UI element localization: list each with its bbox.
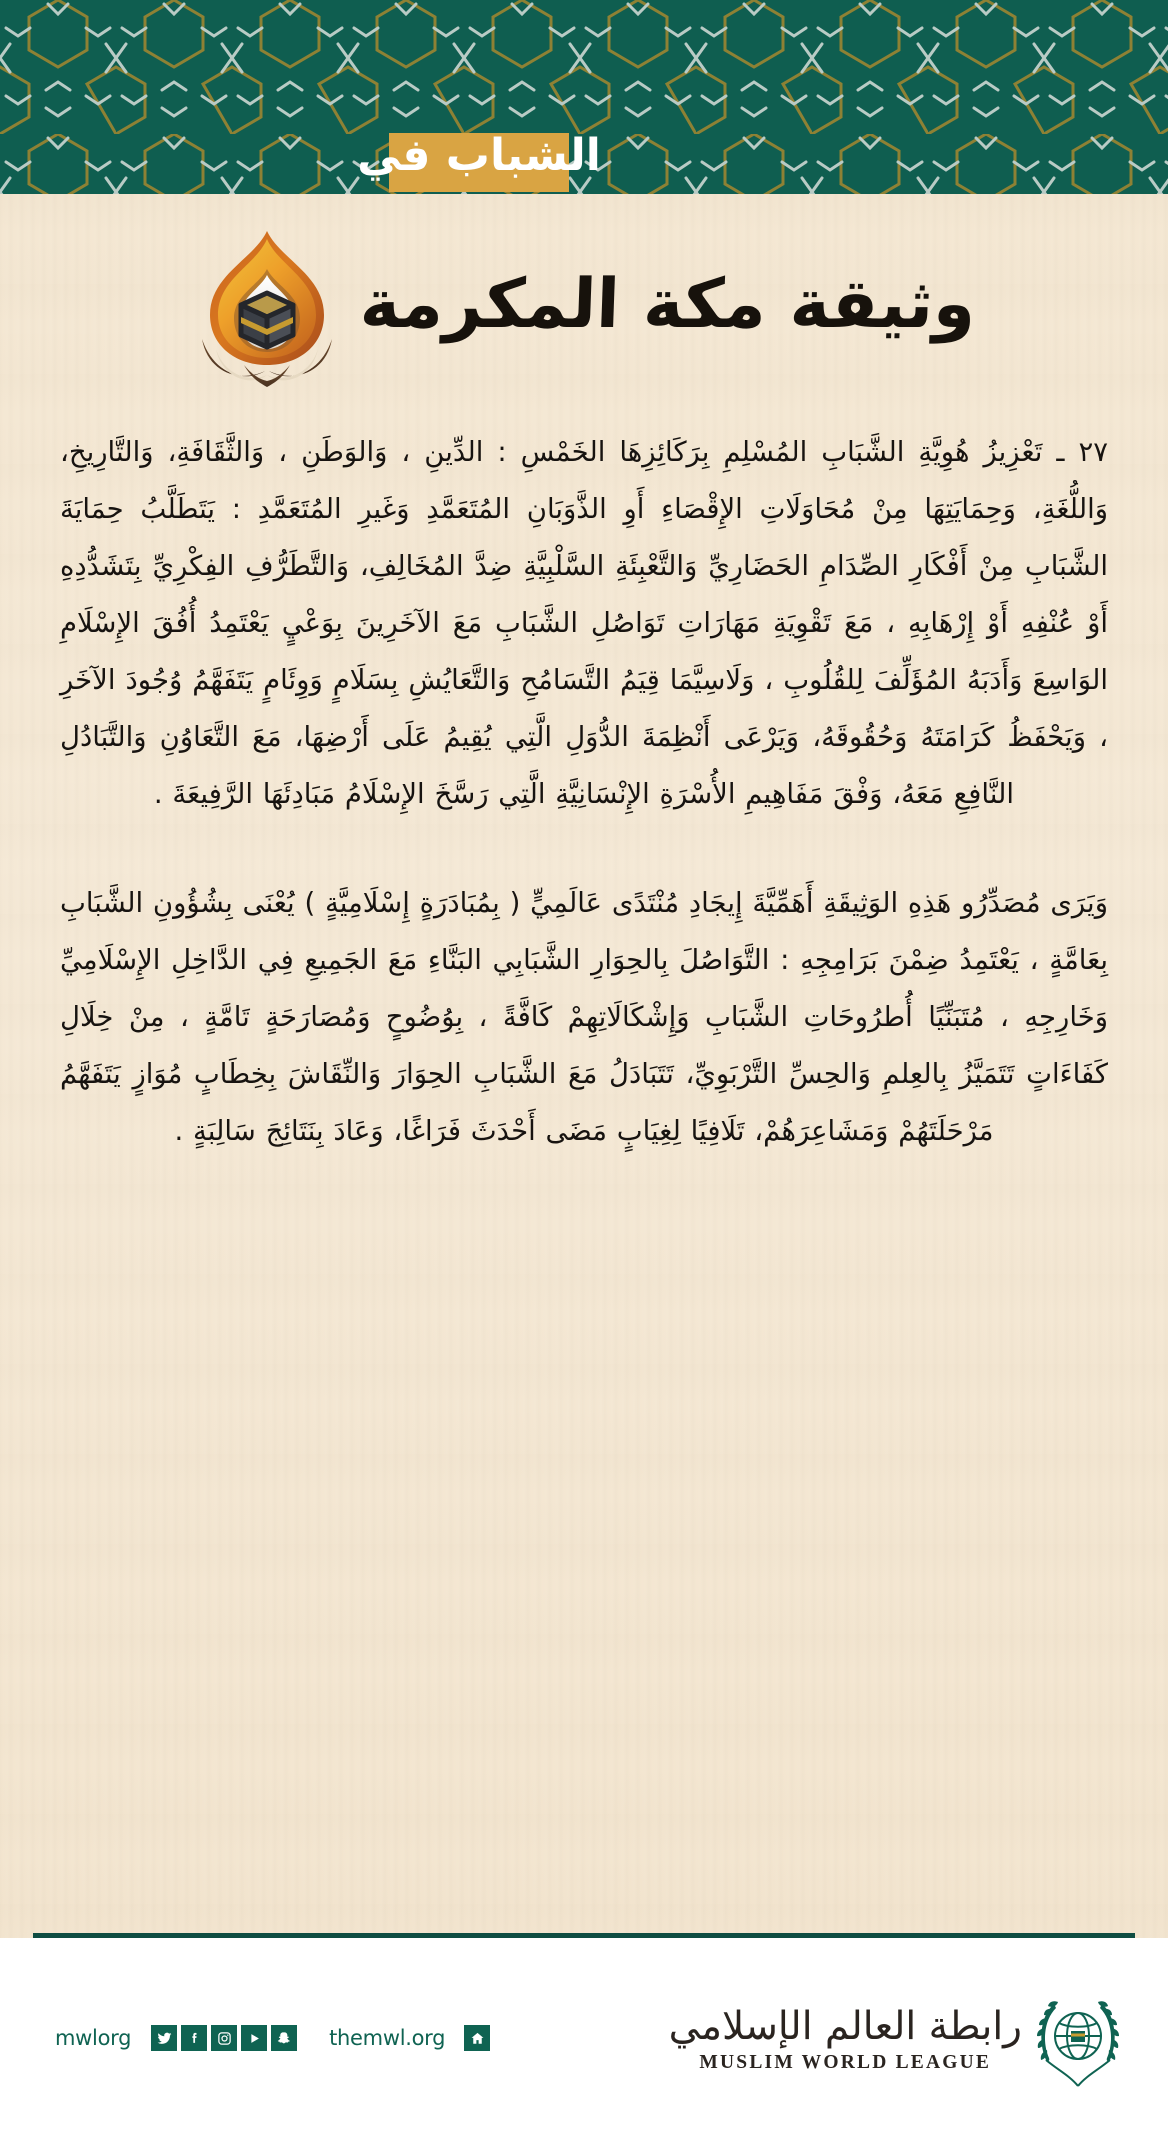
document-title-row [0, 210, 1168, 400]
youtube-icon[interactable] [241, 2025, 267, 2051]
makkah-dome-kaaba-emblem [192, 223, 342, 388]
website-label: themwl.org [329, 2026, 446, 2050]
kaaba-cube-icon [241, 293, 293, 347]
instagram-icon[interactable] [211, 2025, 237, 2051]
mwl-arabic-name: رابطة العالم الإسلامي [668, 2003, 1022, 2049]
social-icons [151, 2025, 297, 2051]
mwl-latin-name: MUSLIM WORLD LEAGUE [699, 2052, 992, 2074]
mwl-brand-lockup [669, 1990, 1120, 2090]
paragraph-27: ٢٧ ـ تَعْزِيزُ هُوِيَّةِ الشَّبَابِ المُسْلِمِ بِرَكَائِزِهَا الخَمْسِ : الدِّينِ ، وَالوَطَنِ ، وَالثَّقَافَةِ، وَالتَّارِيخِ، وَاللُّغَةِ، وَحِمَايَتِهَا مِنْ مُحَاوَلَاتِ الإِقْصَاءِ أَوِ الذَّوَبَانِ المُتَعَمَّدِ وَغَيرِ المُتَعَمَّدِ : يَتَطَلَّبُ حِمَايَةَ الشَّبَابِ مِنْ أَفْكَارِ الصِّدَامِ الحَضَارِيِّ وَالتَّعْبِئَةِ السَّلْبِيَّةِ ضِدَّ المُخَالِفِ، وَالتَّطَرُّفِ الفِكْرِيِّ بِتَشَدُّدِهِ أَوْ عُنْفِهِ أَوْ إِرْهَابِهِ ، مَعَ تَقْوِيَةِ مَهَارَاتِ تَوَاصُلِ الشَّبَابِ مَعَ الآخَرِينَ بِوَعْيٍ يَعْتَمِدُ أُفُقَ الإِسْلَامِ الوَاسِعَ وَأَدَبَهُ المُؤَلِّفَ لِلقُلُوبِ ، وَلَاسِيَّمَا قِيَمُ التَّسَامُحِ وَالتَّعَايُشِ بِسَلَامٍ وَوِئَامٍ يَتَفَهَّمُ وُجُودَ الآخَرِ ، وَيَحْفَظُ كَرَامَتَهُ وَحُقُوقَهُ، وَيَرْعَى أَنْظِمَةَ الدُّوَلِ الَّتِي يُقِيمُ عَلَى أَرْضِهَا، مَعَ التَّعَاوُنِ وَالتَّبَادُلِ النَّافِعِ مَعَهُ، وَفْقَ مَفَاهِيمِ الأُسْرَةِ الإِنْسَانِيَّةِ الَّتِي رَسَّخَ الإِسْلَامُ مَبَادِئَهَا الرَّفِيعَةَ . [60, 436, 1108, 810]
mwl-globe-laurel-logo [1036, 1990, 1120, 2090]
document-body [60, 424, 1108, 1160]
twitter-icon[interactable] [151, 2025, 177, 2051]
title-banner-label: الشباب في [357, 130, 601, 181]
paragraph-forum: وَيَرَى مُصَدِّرُو هَذِهِ الوَثِيقَةِ أَهَمِّيَّةَ إِيجَادِ مُنْتَدًى عَالَمِيٍّ ( بِمُبَادَرَةٍ إِسْلَامِيَّةٍ ) يُعْنَى بِشُؤُونِ الشَّبَابِ بِعَامَّةٍ ، يَعْتَمِدُ ضِمْنَ بَرَامِجِهِ : التَّوَاصُلَ بِالحِوَارِ الشَّبَابِي البَنَّاءِ مَعَ الجَمِيعِ فِي الدَّاخِلِ الإِسْلَامِيِّ وَخَارِجِهِ ، مُتَبَنِّيًا أُطرُوحَاتِ الشَّبَابِ وَإِشْكَالَاتِهِمْ كَافَّةً ، بِوُضُوحٍ وَمُصَارَحَةٍ تَامَّةٍ ، مِنْ خِلَالِ كَفَاءَاتٍ تَتَمَيَّزُ بِالعِلمِ وَالحِسِّ التَّرْبَوِيِّ، تَتَبَادَلُ مَعَ الشَّبَابِ الحِوَارَ وَالنِّقَاشَ بِخِطَابٍ مُوَازٍ يَتَفَهَّمُ مَرْحَلَتَهُمْ وَمَشَاعِرَهُمْ، تَلَافِيًا لِغِيَابٍ مَضَى أَحْدَثَ فَرَاغًا، وَعَادَ بِنَتَائِجَ سَالِبَةٍ . [60, 887, 1108, 1147]
facebook-icon[interactable] [181, 2025, 207, 2051]
snapchat-icon[interactable] [271, 2025, 297, 2051]
title-banner [357, 130, 601, 192]
footer-social-group [55, 2025, 490, 2051]
footer-bar [0, 1938, 1168, 2151]
social-handle-label: mwlorg [55, 2026, 132, 2050]
mwl-wordmark [668, 2003, 1022, 2075]
document-title: وثيقة مكة المكرمة [358, 265, 978, 344]
paper-body [0, 194, 1168, 1938]
home-icon[interactable] [464, 2025, 490, 2051]
